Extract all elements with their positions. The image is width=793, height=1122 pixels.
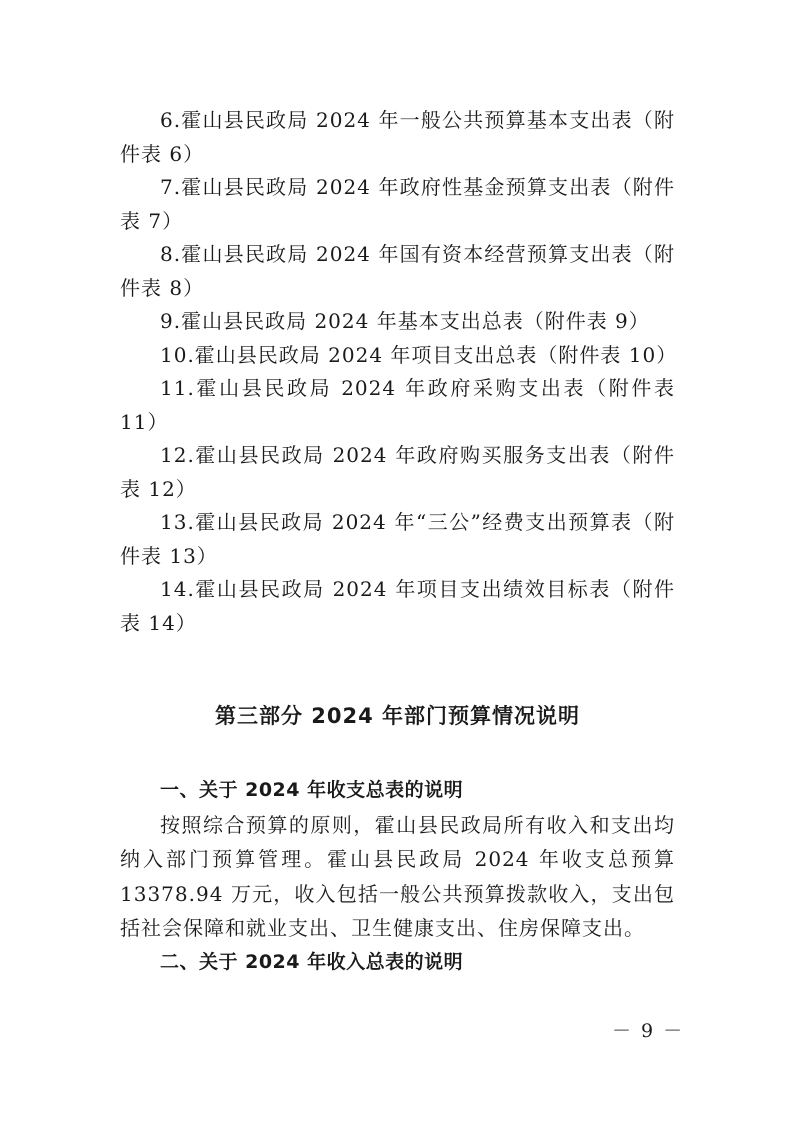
list-item: 11.霍山县民政局 2024 年政府采购支出表（附件表 11） — [120, 376, 675, 434]
list-item: 6.霍山县民政局 2024 年一般公共预算基本支出表（附件表 6） — [120, 108, 675, 166]
list-item: 13.霍山县民政局 2024 年“三公”经费支出预算表（附件表 13） — [120, 510, 675, 568]
part1-paragraph: 按照综合预算的原则，霍山县民政局所有收入和支出均纳入部门预算管理。霍山县民政局 2024 年收支总预算 13378.94 万元，收入包括一般公共预算拨款收入，支出包括社会保障和就业支出、卫生健康支出、住房保障支出。 — [120, 812, 675, 940]
list-item: 14.霍山县民政局 2024 年项目支出绩效目标表（附件表 14） — [120, 577, 675, 635]
attachment-list — [120, 104, 678, 640]
part2-heading: 二、关于 2024 年收入总表的说明 — [160, 950, 464, 973]
page-number: － 9 － — [612, 1020, 685, 1042]
list-item: 12.霍山县民政局 2024 年政府购买服务支出表（附件表 12） — [120, 443, 675, 501]
section-title: 第三部分 2024 年部门预算情况说明 — [214, 704, 581, 728]
section-body — [120, 774, 675, 979]
list-item: 9.霍山县民政局 2024 年基本支出总表（附件表 9） — [160, 309, 650, 333]
list-item: 7.霍山县民政局 2024 年政府性基金预算支出表（附件表 7） — [120, 175, 675, 233]
list-item: 8.霍山县民政局 2024 年国有资本经营预算支出表（附件表 8） — [120, 242, 675, 300]
list-item: 10.霍山县民政局 2024 年项目支出总表（附件表 10） — [160, 342, 678, 367]
part1-heading: 一、关于 2024 年收支总表的说明 — [160, 779, 464, 801]
